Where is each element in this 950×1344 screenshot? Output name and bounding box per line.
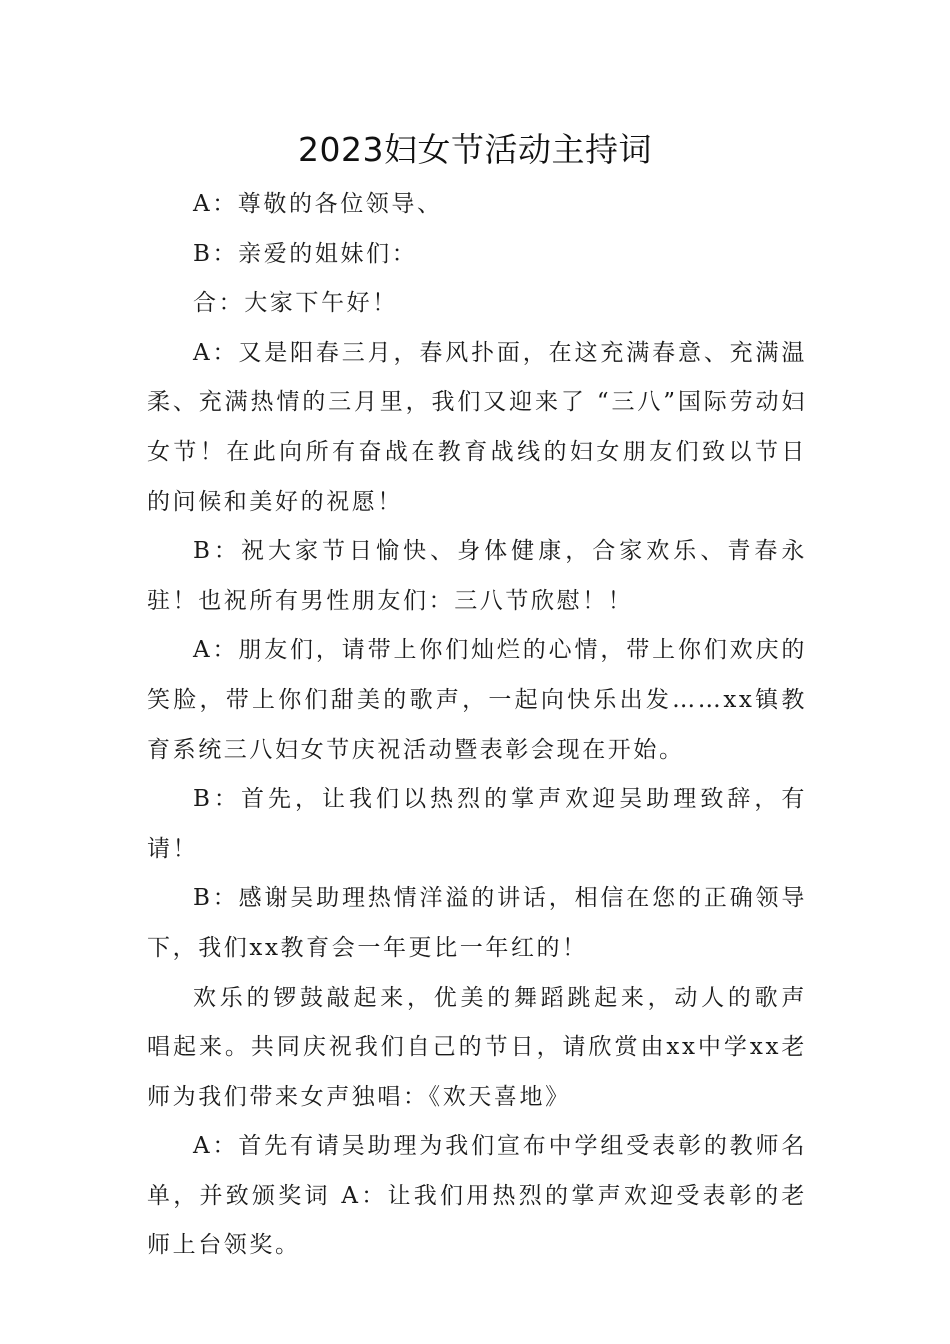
document-title: 2023妇女节活动主持词 xyxy=(298,130,652,169)
paragraph: A：又是阳春三月，春风扑面，在这充满春意、充满温柔、充满热情的三月里，我们又迎来了 “三八”国际劳动妇女节！在此向所有奋战在教育战线的妇女朋友们致以节日的问候和美好的祝愿！ xyxy=(147,339,807,515)
paragraph: A：首先有请吴助理为我们宣布中学组受表彰的教师名单，并致颁奖词 A：让我们用热烈的掌声欢迎受表彰的老师上台领奖。 xyxy=(147,1133,807,1259)
paragraph: B：亲爱的姐妹们： xyxy=(193,240,418,267)
paragraph: A：尊敬的各位领导、 xyxy=(193,191,443,217)
paragraph: 合：大家下午好！ xyxy=(193,290,398,317)
paragraph: 欢乐的锣鼓敲起来，优美的舞蹈跳起来，动人的歌声唱起来。共同庆祝我们自己的节日，请欣赏由xx中学xx老师为我们带来女声独唱：《欢天喜地》 xyxy=(147,984,807,1110)
paragraph: B：感谢吴助理热情洋溢的讲话，相信在您的正确领导下，我们xx教育会一年更比一年红的！ xyxy=(147,885,807,961)
paragraph: B：祝大家节日愉快、身体健康，合家欢乐、青春永驻！也祝所有男性朋友们：三八节欣慰！！ xyxy=(147,538,807,614)
paragraph: B：首先，让我们以热烈的掌声欢迎吴助理致辞，有请！ xyxy=(147,786,807,862)
paragraph: A：朋友们，请带上你们灿烂的心情，带上你们欢庆的笑脸，带上你们甜美的歌声，一起向快乐出发……xx镇教育系统三八妇女节庆祝活动暨表彰会现在开始。 xyxy=(147,637,807,763)
document-body xyxy=(147,180,807,1271)
